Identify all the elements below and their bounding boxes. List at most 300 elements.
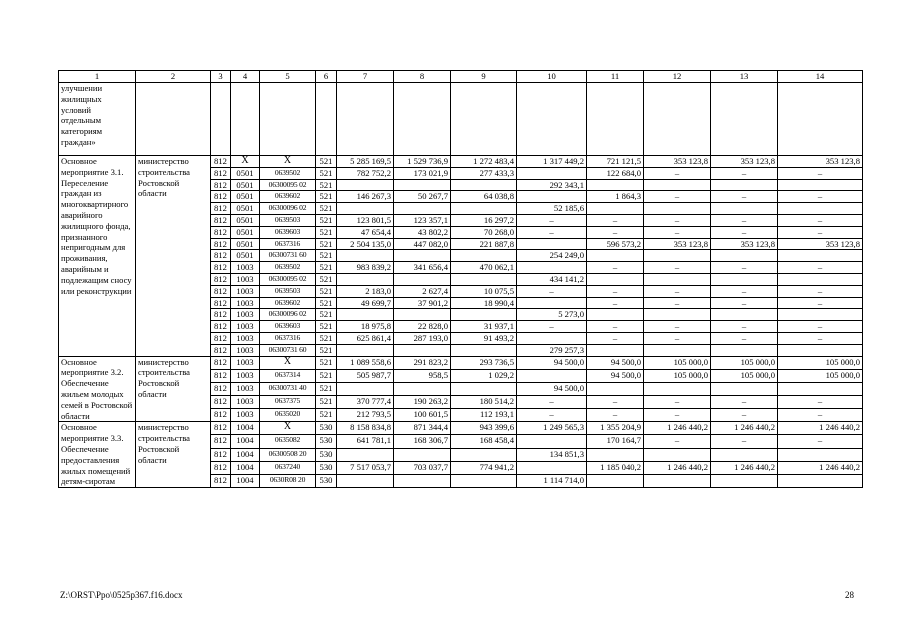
col-header: 2	[136, 71, 211, 83]
table-cell: 521	[316, 285, 337, 297]
col-header: 11	[587, 71, 644, 83]
table-cell: 168 306,7	[394, 435, 451, 448]
table-cell: 812	[211, 250, 231, 262]
table-cell: 1004	[231, 435, 260, 448]
table-cell: –	[644, 214, 711, 226]
table-cell: 0630R08 20	[260, 474, 316, 487]
table-cell: 812	[211, 167, 231, 179]
table-cell	[778, 474, 863, 487]
table-cell	[394, 448, 451, 461]
table-cell: 353 123,8	[644, 238, 711, 250]
table-cell	[711, 250, 778, 262]
responsible-executor: министерство строительства Ростовской области	[136, 156, 211, 357]
table-cell	[778, 250, 863, 262]
table-cell	[711, 344, 778, 356]
table-cell: –	[711, 435, 778, 448]
table-cell: –	[711, 332, 778, 344]
table-cell	[451, 382, 517, 395]
table-cell: 64 038,8	[451, 191, 517, 203]
col-header: 3	[211, 71, 231, 83]
table-cell	[711, 382, 778, 395]
table-cell: –	[644, 297, 711, 309]
table-cell	[394, 250, 451, 262]
table-cell	[451, 179, 517, 191]
table-cell: 8 158 834,8	[337, 422, 394, 435]
table-cell: –	[587, 214, 644, 226]
table-cell: 1003	[231, 396, 260, 409]
table-cell: –	[644, 262, 711, 274]
table-cell: 112 193,1	[451, 409, 517, 422]
table-cell: 105 000,0	[778, 369, 863, 382]
table-cell	[394, 474, 451, 487]
table-cell: 812	[211, 191, 231, 203]
col-header: 6	[316, 71, 337, 83]
table-cell: 521	[316, 369, 337, 382]
table-cell	[587, 448, 644, 461]
table-cell	[587, 382, 644, 395]
table-cell: –	[711, 396, 778, 409]
table-cell: 370 777,4	[337, 396, 394, 409]
table-cell: –	[778, 226, 863, 238]
table-cell: 1 355 204,9	[587, 422, 644, 435]
table-cell	[778, 382, 863, 395]
intro-row	[59, 83, 863, 156]
table-cell: 06300096 02	[260, 309, 316, 321]
table-cell: –	[778, 396, 863, 409]
table-cell: 173 021,9	[394, 167, 451, 179]
table-cell: 812	[211, 226, 231, 238]
table-cell	[644, 448, 711, 461]
table-cell: 812	[211, 369, 231, 382]
table-cell	[394, 83, 451, 156]
table-cell: 168 458,4	[451, 435, 517, 448]
table-cell: 1003	[231, 262, 260, 274]
table-cell: 0501	[231, 167, 260, 179]
table-cell: –	[644, 191, 711, 203]
table-cell	[451, 474, 517, 487]
table-cell: 0501	[231, 238, 260, 250]
table-cell: 105 000,0	[644, 369, 711, 382]
measure-name: Основное мероприятие 3.3. Обеспечение предоставления жилых помещений детям-сиротам	[59, 422, 136, 488]
table-cell: –	[587, 321, 644, 333]
table-cell: –	[587, 332, 644, 344]
responsible-executor: министерство строительства Ростовской области	[136, 356, 211, 422]
table-cell: 812	[211, 179, 231, 191]
table-cell	[587, 203, 644, 215]
table-cell: 812	[211, 309, 231, 321]
table-cell: 1004	[231, 474, 260, 487]
table-cell: 105 000,0	[711, 356, 778, 369]
table-cell: 1003	[231, 369, 260, 382]
table-cell: 180 514,2	[451, 396, 517, 409]
col-header: 8	[394, 71, 451, 83]
table-cell: 521	[316, 332, 337, 344]
table-cell	[644, 250, 711, 262]
table-cell: –	[778, 321, 863, 333]
table-cell: 812	[211, 474, 231, 487]
table-cell	[337, 474, 394, 487]
table-cell	[337, 179, 394, 191]
table-cell: 521	[316, 203, 337, 215]
table-cell	[394, 179, 451, 191]
table-cell: 06300731 60	[260, 250, 316, 262]
table-cell: 18 975,8	[337, 321, 394, 333]
table-cell	[517, 191, 587, 203]
table-cell: 0639603	[260, 226, 316, 238]
table-cell: –	[778, 262, 863, 274]
table-cell: 10 075,5	[451, 285, 517, 297]
table-cell	[451, 448, 517, 461]
table-cell: 521	[316, 396, 337, 409]
table-cell: 91 493,2	[451, 332, 517, 344]
table-cell	[644, 179, 711, 191]
table-cell: 293 736,5	[451, 356, 517, 369]
table-cell	[260, 83, 316, 156]
measure-name: Основное мероприятие 3.2. Обеспечение жильем молодых семей в Ростовской области	[59, 356, 136, 422]
table-cell: 353 123,8	[711, 238, 778, 250]
table-cell: 292 343,1	[517, 179, 587, 191]
table-cell: –	[644, 435, 711, 448]
table-cell	[517, 369, 587, 382]
table-cell: 812	[211, 321, 231, 333]
col-header: 4	[231, 71, 260, 83]
table-cell	[337, 448, 394, 461]
table-cell: 06300095 02	[260, 179, 316, 191]
footer-file-path: Z:\ORST\Ppo\0525p367.f16.docx	[60, 590, 183, 600]
table-cell: 0637316	[260, 238, 316, 250]
table-cell	[451, 273, 517, 285]
table-cell: –	[778, 214, 863, 226]
table-cell: 521	[316, 167, 337, 179]
table-cell: –	[517, 285, 587, 297]
table-cell: –	[517, 321, 587, 333]
table-cell: 812	[211, 332, 231, 344]
table-cell: –	[778, 435, 863, 448]
table-cell	[337, 382, 394, 395]
table-cell: 521	[316, 226, 337, 238]
table-cell: 521	[316, 409, 337, 422]
table-cell: 812	[211, 435, 231, 448]
table-cell: 782 752,2	[337, 167, 394, 179]
table-cell: 22 828,0	[394, 321, 451, 333]
table-cell: 1 249 565,3	[517, 422, 587, 435]
table-cell: 52 185,6	[517, 203, 587, 215]
table-cell: –	[644, 396, 711, 409]
table-cell	[337, 309, 394, 321]
table-cell: 812	[211, 344, 231, 356]
table-cell: 190 263,2	[394, 396, 451, 409]
table-cell: 94 500,0	[517, 356, 587, 369]
table-cell: 0639502	[260, 167, 316, 179]
table-cell	[711, 474, 778, 487]
table-cell: 353 123,8	[711, 156, 778, 168]
table-cell	[644, 83, 711, 156]
table-cell: 0637240	[260, 461, 316, 474]
page-number: 28	[845, 590, 854, 600]
table-cell	[517, 461, 587, 474]
table-cell	[517, 238, 587, 250]
table-cell: 1003	[231, 409, 260, 422]
table-cell	[451, 344, 517, 356]
table-cell: 06300508 20	[260, 448, 316, 461]
table-cell	[451, 83, 517, 156]
table-cell: 1 185 040,2	[587, 461, 644, 474]
col-header: 7	[337, 71, 394, 83]
table-cell: 1 114 714,0	[517, 474, 587, 487]
table-cell	[644, 344, 711, 356]
table-cell: 43 802,2	[394, 226, 451, 238]
budget-table	[58, 70, 863, 488]
table-cell	[211, 83, 231, 156]
table-cell: 105 000,0	[778, 356, 863, 369]
table-cell	[778, 309, 863, 321]
table-cell	[778, 179, 863, 191]
table-cell: 1003	[231, 309, 260, 321]
table-cell: 0639602	[260, 297, 316, 309]
table-cell: 521	[316, 297, 337, 309]
table-cell: 221 887,8	[451, 238, 517, 250]
table-cell	[711, 273, 778, 285]
table-cell: 291 823,2	[394, 356, 451, 369]
table-cell: –	[711, 226, 778, 238]
table-cell: 0637314	[260, 369, 316, 382]
table-cell: 521	[316, 262, 337, 274]
table-cell: –	[644, 285, 711, 297]
table-cell: 06300096 02	[260, 203, 316, 215]
table-cell: 521	[316, 356, 337, 369]
table-cell: –	[711, 191, 778, 203]
table-cell: 1004	[231, 422, 260, 435]
table-cell	[394, 344, 451, 356]
table-cell: 1003	[231, 356, 260, 369]
table-cell: 0501	[231, 214, 260, 226]
table-cell: 0639602	[260, 191, 316, 203]
table-cell: 5 273,0	[517, 309, 587, 321]
table-cell: 943 399,6	[451, 422, 517, 435]
table-cell: 1 246 440,2	[778, 422, 863, 435]
table-cell: 1003	[231, 273, 260, 285]
table-cell	[778, 83, 863, 156]
table-cell	[587, 250, 644, 262]
table-cell: 1 246 440,2	[644, 422, 711, 435]
table-cell: 341 656,4	[394, 262, 451, 274]
table-cell: 774 941,2	[451, 461, 517, 474]
table-cell: 1003	[231, 297, 260, 309]
table-cell: 0639503	[260, 285, 316, 297]
table-cell: 47 654,4	[337, 226, 394, 238]
table-cell: 812	[211, 409, 231, 422]
table-cell: 1003	[231, 344, 260, 356]
table-cell	[394, 382, 451, 395]
table-cell: 1003	[231, 321, 260, 333]
table-cell: 812	[211, 273, 231, 285]
table-cell: 521	[316, 156, 337, 168]
table-cell: 521	[316, 309, 337, 321]
table-cell: –	[711, 262, 778, 274]
table-cell: X	[231, 156, 260, 168]
table-cell	[711, 179, 778, 191]
table-cell: –	[587, 297, 644, 309]
table-cell: 530	[316, 435, 337, 448]
table-cell	[517, 297, 587, 309]
table-cell: 812	[211, 461, 231, 474]
table-cell	[394, 203, 451, 215]
table-cell: 0635082	[260, 435, 316, 448]
col-header: 1	[59, 71, 136, 83]
table-cell: 1 864,3	[587, 191, 644, 203]
table-cell: 521	[316, 321, 337, 333]
table-cell: –	[778, 285, 863, 297]
table-cell: 50 267,7	[394, 191, 451, 203]
table-cell	[451, 309, 517, 321]
table-cell	[644, 309, 711, 321]
table-cell: 06300731 40	[260, 382, 316, 395]
table-cell	[517, 167, 587, 179]
table-cell: 0501	[231, 250, 260, 262]
header-row	[59, 71, 863, 83]
table-cell: –	[778, 191, 863, 203]
table-cell: –	[517, 226, 587, 238]
table-cell	[136, 83, 211, 156]
table-cell: 447 082,0	[394, 238, 451, 250]
table-cell: 06300731 60	[260, 344, 316, 356]
table-cell: 521	[316, 382, 337, 395]
table-cell	[316, 83, 337, 156]
table-cell	[587, 344, 644, 356]
table-cell	[337, 250, 394, 262]
table-cell	[337, 203, 394, 215]
table-cell: 812	[211, 238, 231, 250]
table-cell: 0635020	[260, 409, 316, 422]
table-cell: 1 246 440,2	[778, 461, 863, 474]
table-cell	[711, 203, 778, 215]
table-cell: 530	[316, 448, 337, 461]
table-cell: –	[644, 167, 711, 179]
table-cell	[711, 448, 778, 461]
table-cell: X	[260, 422, 316, 435]
table-cell: 49 699,7	[337, 297, 394, 309]
table-cell: 0637375	[260, 396, 316, 409]
table-cell	[644, 382, 711, 395]
table-cell: –	[711, 285, 778, 297]
table-cell: 812	[211, 382, 231, 395]
col-header: 12	[644, 71, 711, 83]
table-cell	[644, 474, 711, 487]
table-cell: 94 500,0	[587, 356, 644, 369]
table-cell: –	[644, 332, 711, 344]
table-cell: 1 246 440,2	[711, 422, 778, 435]
table-cell: –	[587, 396, 644, 409]
col-header: 5	[260, 71, 316, 83]
table-cell: 0501	[231, 179, 260, 191]
table-cell: 0637316	[260, 332, 316, 344]
table-cell: –	[587, 285, 644, 297]
table-cell: 871 344,4	[394, 422, 451, 435]
table-cell: 505 987,7	[337, 369, 394, 382]
table-cell: –	[517, 214, 587, 226]
table-cell: 596 573,2	[587, 238, 644, 250]
table-cell: 0639502	[260, 262, 316, 274]
table-cell: 70 268,0	[451, 226, 517, 238]
responsible-executor: министерство строительства Ростовской области	[136, 422, 211, 488]
table-cell	[711, 309, 778, 321]
table-cell: 530	[316, 461, 337, 474]
table-cell: 0501	[231, 191, 260, 203]
table-cell: 641 781,1	[337, 435, 394, 448]
table-cell: 37 901,2	[394, 297, 451, 309]
intro-text: улучшении жилищных условий отдельным категориям граждан»	[59, 83, 136, 156]
table-cell: 812	[211, 448, 231, 461]
table-cell: 353 123,8	[778, 156, 863, 168]
table-cell: 212 793,5	[337, 409, 394, 422]
table-cell	[587, 309, 644, 321]
table-cell: 625 861,4	[337, 332, 394, 344]
table-cell: 122 684,0	[587, 167, 644, 179]
table-cell: 123 801,5	[337, 214, 394, 226]
table-cell	[451, 203, 517, 215]
table-cell: 353 123,8	[644, 156, 711, 168]
table-cell: –	[644, 321, 711, 333]
table-cell: 812	[211, 356, 231, 369]
table-cell	[711, 83, 778, 156]
table-cell: 812	[211, 262, 231, 274]
table-cell	[587, 179, 644, 191]
table-cell	[778, 344, 863, 356]
table-cell: 134 851,3	[517, 448, 587, 461]
table-cell	[451, 250, 517, 262]
table-cell: 16 297,2	[451, 214, 517, 226]
table-cell: 521	[316, 273, 337, 285]
table-cell: 353 123,8	[778, 238, 863, 250]
table-cell: 146 267,3	[337, 191, 394, 203]
table-cell: 1004	[231, 448, 260, 461]
table-cell: 94 500,0	[587, 369, 644, 382]
table-cell: 7 517 053,7	[337, 461, 394, 474]
table-cell: 812	[211, 297, 231, 309]
table-cell: 470 062,1	[451, 262, 517, 274]
table-cell: –	[711, 214, 778, 226]
table-cell: 254 249,0	[517, 250, 587, 262]
table-cell	[644, 203, 711, 215]
col-header: 10	[517, 71, 587, 83]
table-cell	[394, 273, 451, 285]
table-cell: 521	[316, 191, 337, 203]
table-cell: –	[644, 409, 711, 422]
table-cell: 0501	[231, 203, 260, 215]
table-cell: –	[778, 297, 863, 309]
table-cell: 170 164,7	[587, 435, 644, 448]
table-cell	[778, 203, 863, 215]
table-cell	[778, 273, 863, 285]
table-cell: 434 141,2	[517, 273, 587, 285]
table-cell	[517, 262, 587, 274]
table-cell: 1003	[231, 285, 260, 297]
table-cell: 521	[316, 238, 337, 250]
col-header: 13	[711, 71, 778, 83]
table-cell: 1 029,2	[451, 369, 517, 382]
table-cell: –	[644, 226, 711, 238]
table-cell: –	[778, 167, 863, 179]
table-cell: 100 601,5	[394, 409, 451, 422]
table-row	[59, 156, 863, 168]
table-cell: 983 839,2	[337, 262, 394, 274]
table-cell	[231, 83, 260, 156]
table-cell	[394, 309, 451, 321]
table-cell	[778, 448, 863, 461]
table-cell: 279 257,3	[517, 344, 587, 356]
table-cell: 287 193,0	[394, 332, 451, 344]
table-cell: 1 529 736,9	[394, 156, 451, 168]
